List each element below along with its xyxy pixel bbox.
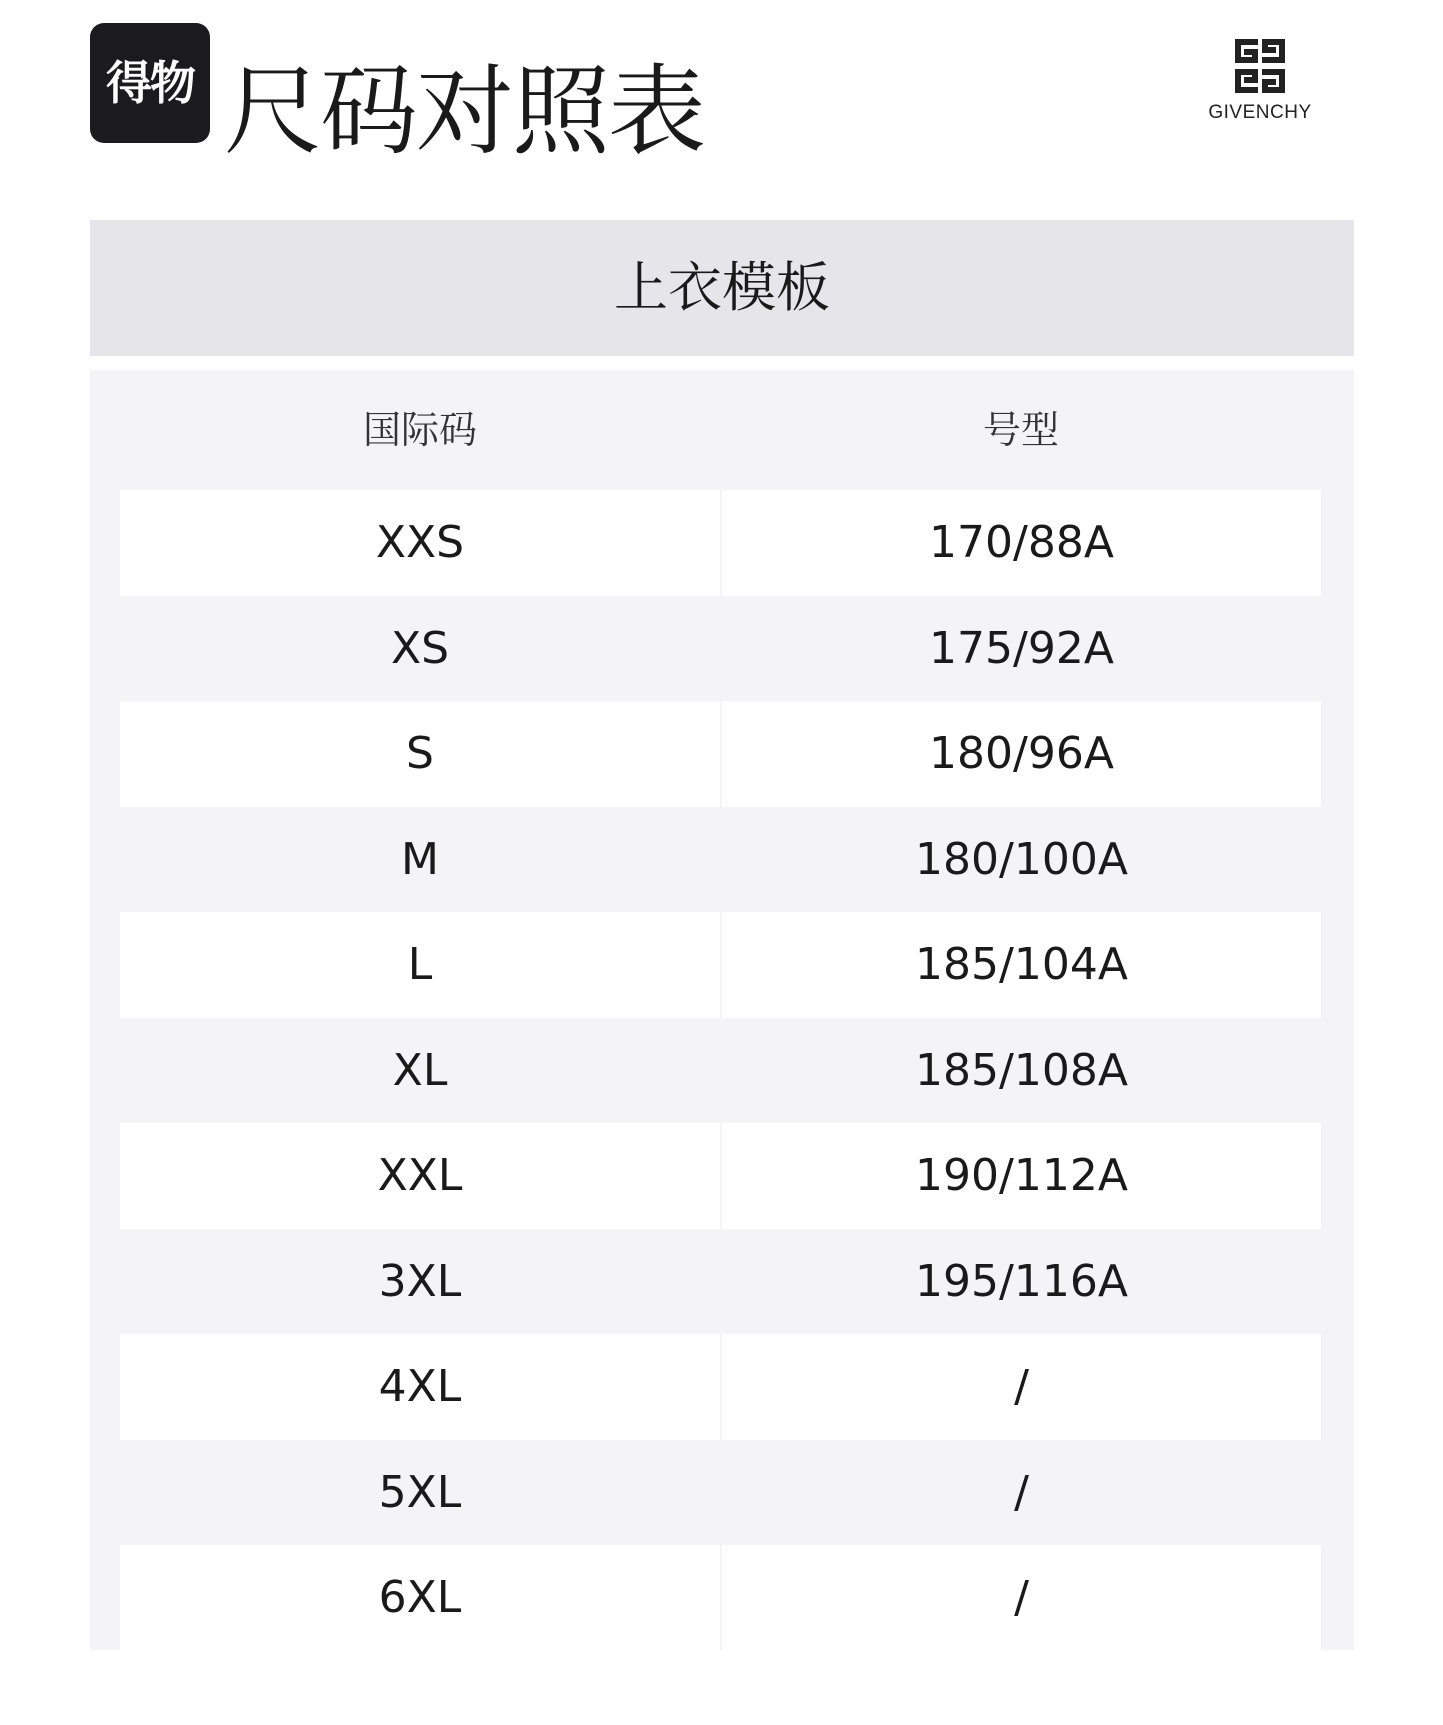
spec-cell: / bbox=[1014, 1466, 1029, 1518]
size-table bbox=[90, 370, 1354, 1650]
spec-cell: 185/104A bbox=[722, 912, 1321, 1018]
spec-cell: 170/88A bbox=[722, 490, 1321, 596]
page-title: 尺码对照表 bbox=[224, 55, 705, 169]
column-header-body-size: 号型 bbox=[982, 408, 1059, 452]
table-row bbox=[120, 1545, 1321, 1651]
size-cell: 5XL bbox=[378, 1466, 462, 1518]
table-body bbox=[120, 490, 1321, 1651]
spec-cell: 190/112A bbox=[722, 1123, 1321, 1229]
table-header bbox=[120, 370, 1321, 490]
dewu-logo: 得物 bbox=[90, 23, 210, 143]
spec-cell: 180/100A bbox=[915, 833, 1128, 885]
table-row bbox=[120, 1123, 1321, 1229]
table-row bbox=[120, 490, 1321, 596]
size-cell: XXS bbox=[120, 490, 720, 596]
givenchy-logo bbox=[1190, 38, 1330, 138]
table-row bbox=[120, 1440, 1321, 1546]
spec-cell: 185/108A bbox=[915, 1044, 1128, 1096]
size-cell: L bbox=[120, 912, 720, 1018]
size-cell: 4XL bbox=[120, 1334, 720, 1440]
spec-cell: / bbox=[722, 1334, 1321, 1440]
size-cell: XL bbox=[392, 1044, 448, 1096]
size-cell: XS bbox=[390, 622, 450, 674]
spec-cell: 195/116A bbox=[915, 1255, 1128, 1307]
size-cell: M bbox=[401, 833, 439, 885]
spec-cell: / bbox=[722, 1545, 1321, 1651]
table-row bbox=[120, 596, 1321, 702]
size-cell: XXL bbox=[120, 1123, 720, 1229]
size-cell: 3XL bbox=[378, 1255, 462, 1307]
table-row bbox=[120, 701, 1321, 807]
table-row bbox=[120, 807, 1321, 913]
spec-cell: 180/96A bbox=[722, 701, 1321, 807]
table-row bbox=[120, 1334, 1321, 1440]
page-header bbox=[0, 0, 1443, 200]
table-row bbox=[120, 912, 1321, 1018]
table-row bbox=[120, 1018, 1321, 1124]
brand-name: GIVENCHY bbox=[1208, 102, 1312, 123]
givenchy-4g-icon bbox=[1234, 38, 1286, 94]
table-row bbox=[120, 1229, 1321, 1335]
spec-cell: 175/92A bbox=[929, 622, 1114, 674]
size-cell: 6XL bbox=[120, 1545, 720, 1651]
template-name-banner: 上衣模板 bbox=[90, 220, 1354, 356]
column-header-international-size: 国际码 bbox=[362, 408, 477, 452]
size-cell: S bbox=[120, 701, 720, 807]
